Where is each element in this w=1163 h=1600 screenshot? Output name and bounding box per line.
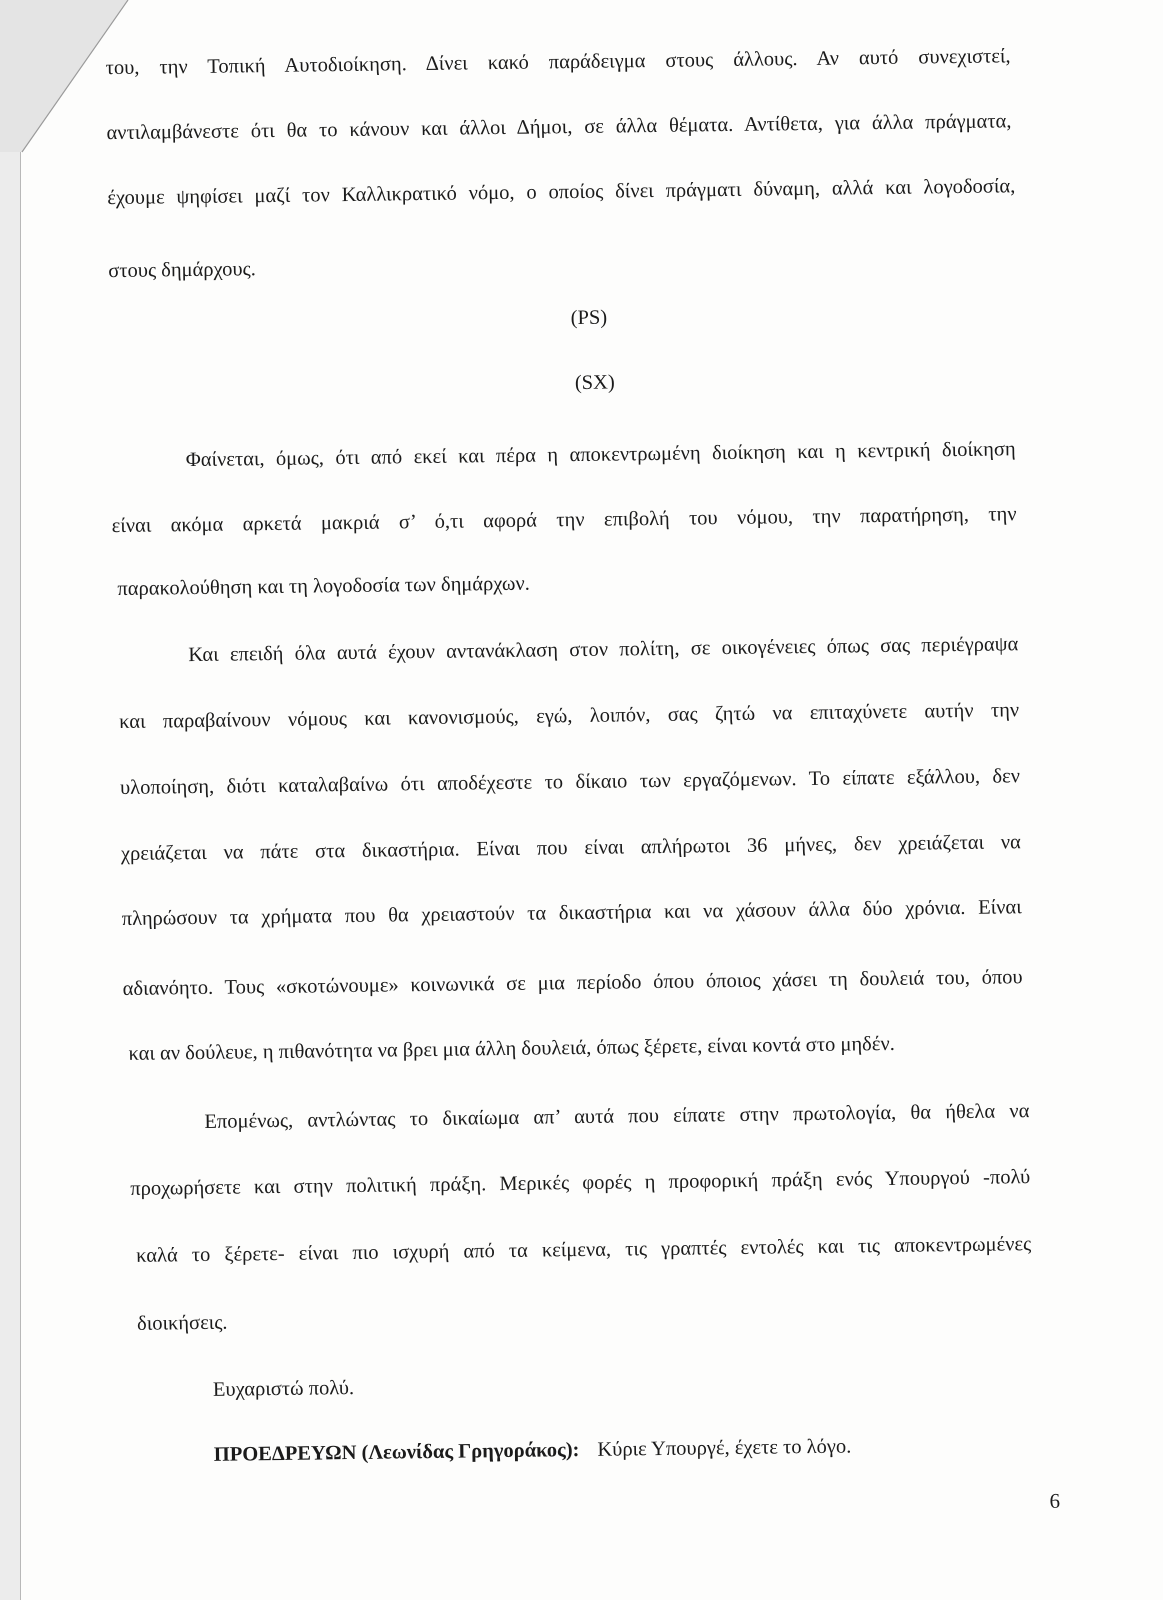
speaker-text: Κύριε Υπουργέ, έχετε το λόγο.: [597, 1435, 852, 1461]
paragraph-1-line: Φαίνεται, όμως, ότι από εκεί και πέρα η αποκεντρωμένη διοίκηση και η κεντρική διοίκηση: [185, 438, 1016, 472]
paragraph-1-line: είναι ακόμα αρκετά μακριά σ’ ό,τι αφορά την επιβολή του νόμου, την παρατήρηση, την: [111, 503, 1017, 538]
paragraph-3-line: προχωρήσετε και στην πολιτική πράξη. Μερικές φορές η προφορική πράξη ενός Υπουργού -πολύ: [130, 1166, 1031, 1200]
continuation-line: έχουμε ψηφίσει μαζί τον Καλλικρατικό νόμο, ο οποίος δίνει πράγματι δύναμη, αλλά και λογοδοσία,: [107, 175, 1016, 210]
continuation-line: αντιλαμβάνεστε ότι θα το κάνουν και άλλοι Δήμοι, σε άλλα θέματα. Αντίθετα, για άλλα πράγματα,: [106, 110, 1012, 145]
document-body: [90, 24, 1070, 1536]
continuation-line: του, την Τοπική Αυτοδιοίκηση. Δίνει κακό παράδειγμα στους άλλους. Αν αυτό συνεχιστεί,: [105, 45, 1011, 80]
marker-sx: (SX): [574, 371, 615, 395]
paragraph-1-line: παρακολούθηση και τη λογοδοσία των δημάρχων.: [117, 572, 531, 601]
closing-line: Ευχαριστώ πολύ.: [212, 1377, 355, 1401]
continuation-line: στους δημάρχους.: [108, 258, 257, 283]
speaker-line: [214, 1435, 852, 1467]
paragraph-3-line: Επομένως, αντλώντας το δικαίωμα απ’ αυτά που είπατε στην πρωτολογία, θα ήθελα να: [204, 1100, 1030, 1133]
page-edge-shadow: [0, 152, 21, 1600]
paragraph-2-line: χρειάζεται να πάτε στα δικαστήρια. Είναι που είναι απλήρωτοι 36 μήνες, δεν χρειάζεται να: [120, 831, 1021, 866]
paragraph-2-line: Και επειδή όλα αυτά έχουν αντανάκλαση στον πολίτη, σε οικογένειες όπως σας περιέγραψα: [188, 633, 1019, 667]
paragraph-2-line: αδιανόητο. Τους «σκοτώνουμε» κοινωνικά σε μια περίοδο όπου όποιος χάσει τη δουλειά του, όπου: [122, 966, 1023, 1001]
page-number: 6: [1049, 1488, 1061, 1513]
paragraph-2-line: υλοποίηση, διότι καταλαβαίνω ότι αποδέχεστε το δίκαιο των εργαζόμενων. Το είπατε εξάλλου, δεν: [119, 765, 1021, 800]
paragraph-2-line: και παραβαίνουν νόμους και κανονισμούς, εγώ, λοιπόν, σας ζητώ να επιταχύνετε αυτήν την: [119, 699, 1020, 734]
marker-ps: (PS): [570, 306, 608, 330]
speaker-name: ΠΡΟΕΔΡΕΥΩΝ (Λεωνίδας Γρηγοράκος):: [213, 1439, 580, 1466]
paragraph-3-line: καλά το ξέρετε- είναι πιο ισχυρή από τα κείμενα, τις γραπτές εντολές και τις αποκεντρωμένες: [136, 1233, 1032, 1267]
paragraph-2-line: και αν δούλευε, η πιθανότητα να βρει μια άλλη δουλειά, όπως ξέρετε, είναι κοντά στο μηδέν.: [128, 1032, 895, 1065]
paragraph-3-line: διοικήσεις.: [136, 1311, 228, 1335]
paragraph-2-line: πληρώσουν τα χρήματα που θα χρειαστούν τα δικαστήρια και να χάσουν άλλα δύο χρόνια. Είναι: [121, 896, 1022, 931]
